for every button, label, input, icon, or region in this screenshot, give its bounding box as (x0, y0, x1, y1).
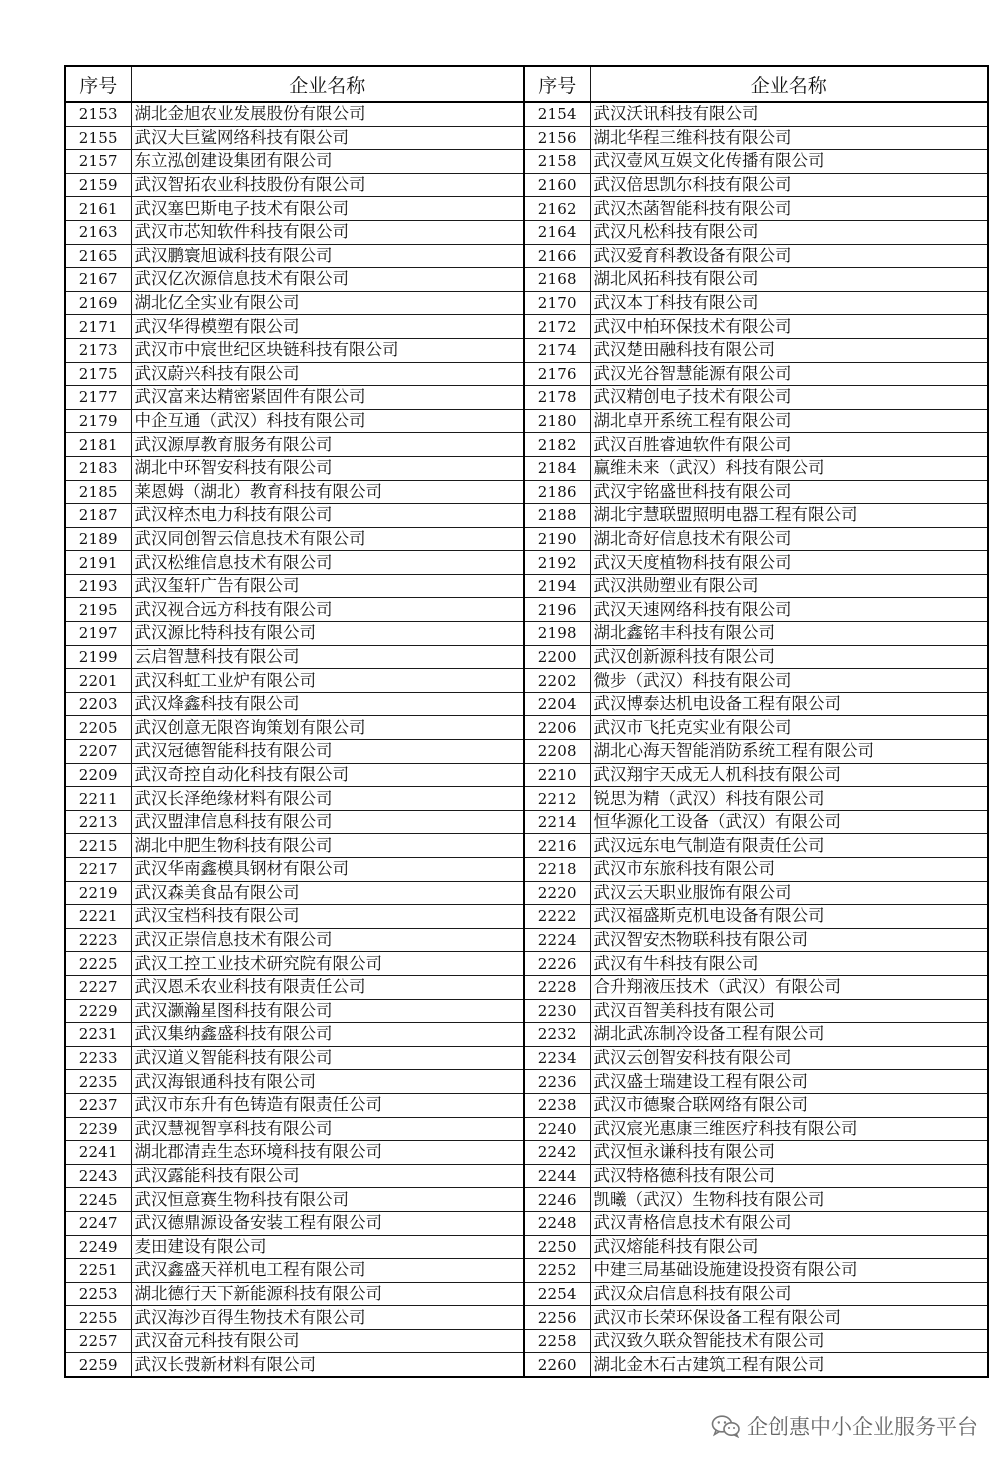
seq-number-right: 2198 (524, 622, 590, 646)
table-row (65, 740, 988, 764)
company-name-left: 武汉宝档科技有限公司 (131, 905, 524, 929)
company-name-right: 武汉青格信息技术有限公司 (590, 1211, 988, 1235)
seq-number-left: 2195 (65, 598, 131, 622)
seq-number-right: 2212 (524, 787, 590, 811)
company-name-left: 武汉蔚兴科技有限公司 (131, 362, 524, 386)
table-row (65, 645, 988, 669)
company-name-right: 武汉恒永谦科技有限公司 (590, 1141, 988, 1165)
wechat-icon (711, 1414, 741, 1438)
table-row (65, 315, 988, 339)
seq-number-left: 2231 (65, 1023, 131, 1047)
company-name-left: 武汉塞巴斯电子技术有限公司 (131, 197, 524, 221)
seq-number-left: 2253 (65, 1282, 131, 1306)
company-name-right: 武汉百胜睿迪软件有限公司 (590, 433, 988, 457)
company-name-right: 湖北心海天智能消防系统工程有限公司 (590, 740, 988, 764)
seq-number-left: 2187 (65, 504, 131, 528)
table-row (65, 1117, 988, 1141)
company-name-left: 东立泓创建设集团有限公司 (131, 150, 524, 174)
seq-number-right: 2238 (524, 1093, 590, 1117)
company-name-left: 武汉正崇信息技术有限公司 (131, 928, 524, 952)
table-row (65, 999, 988, 1023)
seq-number-left: 2207 (65, 740, 131, 764)
table-row (65, 1211, 988, 1235)
company-name-left: 武汉市中宸世纪区块链科技有限公司 (131, 338, 524, 362)
seq-number-left: 2167 (65, 268, 131, 292)
header-company-name-right: 企业名称 (590, 66, 988, 102)
seq-number-right: 2156 (524, 126, 590, 150)
company-name-left: 武汉玺轩广告有限公司 (131, 574, 524, 598)
table-row (65, 1164, 988, 1188)
company-name-left: 武汉长泽绝缘材料有限公司 (131, 787, 524, 811)
company-name-right: 武汉爱育科教设备有限公司 (590, 244, 988, 268)
table-row (65, 952, 988, 976)
table-row (65, 574, 988, 598)
company-name-left: 武汉奋元科技有限公司 (131, 1329, 524, 1353)
table-row (65, 692, 988, 716)
table-row (65, 102, 988, 126)
seq-number-left: 2227 (65, 975, 131, 999)
table-row (65, 1093, 988, 1117)
seq-number-left: 2249 (65, 1235, 131, 1259)
seq-number-left: 2163 (65, 220, 131, 244)
company-name-right: 凯曦（武汉）生物科技有限公司 (590, 1188, 988, 1212)
table-row (65, 338, 988, 362)
table-row (65, 409, 988, 433)
seq-number-left: 2173 (65, 338, 131, 362)
seq-number-right: 2208 (524, 740, 590, 764)
table-row (65, 881, 988, 905)
company-name-left: 湖北德行天下新能源科技有限公司 (131, 1282, 524, 1306)
company-name-right: 湖北鑫铭丰科技有限公司 (590, 622, 988, 646)
watermark (711, 1411, 978, 1441)
seq-number-right: 2162 (524, 197, 590, 221)
table-row (65, 504, 988, 528)
company-name-right: 武汉有牛科技有限公司 (590, 952, 988, 976)
company-name-left: 武汉源厚教育服务有限公司 (131, 433, 524, 457)
company-name-left: 莱恩姆（湖北）教育科技有限公司 (131, 480, 524, 504)
seq-number-left: 2165 (65, 244, 131, 268)
table-row (65, 268, 988, 292)
table-row (65, 1188, 988, 1212)
company-name-right: 武汉盛士瑞建设工程有限公司 (590, 1070, 988, 1094)
seq-number-right: 2158 (524, 150, 590, 174)
table-row (65, 291, 988, 315)
seq-number-left: 2257 (65, 1329, 131, 1353)
seq-number-left: 2157 (65, 150, 131, 174)
company-name-right: 湖北宇慧联盟照明电器工程有限公司 (590, 504, 988, 528)
seq-number-left: 2153 (65, 102, 131, 126)
table-row (65, 551, 988, 575)
company-name-left: 武汉奇控自动化科技有限公司 (131, 763, 524, 787)
seq-number-left: 2211 (65, 787, 131, 811)
company-name-left: 武汉富来达精密紧固件有限公司 (131, 386, 524, 410)
seq-number-right: 2188 (524, 504, 590, 528)
company-name-left: 武汉海银通科技有限公司 (131, 1070, 524, 1094)
seq-number-right: 2174 (524, 338, 590, 362)
seq-number-left: 2171 (65, 315, 131, 339)
table-row (65, 598, 988, 622)
seq-number-right: 2206 (524, 716, 590, 740)
seq-number-left: 2229 (65, 999, 131, 1023)
seq-number-right: 2168 (524, 268, 590, 292)
seq-number-right: 2224 (524, 928, 590, 952)
company-name-left: 湖北亿全实业有限公司 (131, 291, 524, 315)
seq-number-right: 2240 (524, 1117, 590, 1141)
company-name-left: 武汉德鼎源设备安装工程有限公司 (131, 1211, 524, 1235)
table-row (65, 150, 988, 174)
table-row (65, 126, 988, 150)
company-name-right: 中建三局基础设施建设投资有限公司 (590, 1259, 988, 1283)
seq-number-left: 2233 (65, 1046, 131, 1070)
company-name-left: 武汉海沙百得生物技术有限公司 (131, 1306, 524, 1330)
table-row (65, 622, 988, 646)
table-row (65, 787, 988, 811)
table-row (65, 716, 988, 740)
company-name-left: 云启智慧科技有限公司 (131, 645, 524, 669)
seq-number-left: 2217 (65, 858, 131, 882)
company-name-right: 湖北武冻制冷设备工程有限公司 (590, 1023, 988, 1047)
seq-number-right: 2236 (524, 1070, 590, 1094)
seq-number-left: 2179 (65, 409, 131, 433)
company-name-left: 武汉大巨鲨网络科技有限公司 (131, 126, 524, 150)
seq-number-right: 2246 (524, 1188, 590, 1212)
seq-number-left: 2185 (65, 480, 131, 504)
table-row (65, 1353, 988, 1377)
table-row (65, 858, 988, 882)
company-name-right: 武汉百智美科技有限公司 (590, 999, 988, 1023)
seq-number-right: 2242 (524, 1141, 590, 1165)
seq-number-left: 2237 (65, 1093, 131, 1117)
seq-number-left: 2197 (65, 622, 131, 646)
seq-number-left: 2219 (65, 881, 131, 905)
company-name-left: 武汉道义智能科技有限公司 (131, 1046, 524, 1070)
seq-number-right: 2210 (524, 763, 590, 787)
seq-number-right: 2234 (524, 1046, 590, 1070)
company-name-left: 湖北金旭农业发展股份有限公司 (131, 102, 524, 126)
seq-number-left: 2215 (65, 834, 131, 858)
seq-number-left: 2199 (65, 645, 131, 669)
company-name-right: 湖北卓开系统工程有限公司 (590, 409, 988, 433)
seq-number-right: 2222 (524, 905, 590, 929)
company-name-right: 赢维未来（武汉）科技有限公司 (590, 456, 988, 480)
table-row (65, 975, 988, 999)
seq-number-left: 2251 (65, 1259, 131, 1283)
seq-number-right: 2170 (524, 291, 590, 315)
company-name-right: 武汉市德聚合联网络有限公司 (590, 1093, 988, 1117)
seq-number-right: 2172 (524, 315, 590, 339)
company-name-right: 武汉精创电子技术有限公司 (590, 386, 988, 410)
table-row (65, 1235, 988, 1259)
company-name-right: 武汉翔宇天成无人机科技有限公司 (590, 763, 988, 787)
seq-number-right: 2200 (524, 645, 590, 669)
company-name-right: 合升翔液压技术（武汉）有限公司 (590, 975, 988, 999)
company-name-left: 武汉烽鑫科技有限公司 (131, 692, 524, 716)
seq-number-left: 2191 (65, 551, 131, 575)
company-name-left: 武汉露能科技有限公司 (131, 1164, 524, 1188)
seq-number-right: 2256 (524, 1306, 590, 1330)
company-name-left: 武汉冠德智能科技有限公司 (131, 740, 524, 764)
company-name-right: 武汉天度植物科技有限公司 (590, 551, 988, 575)
seq-number-right: 2226 (524, 952, 590, 976)
seq-number-left: 2241 (65, 1141, 131, 1165)
company-name-left: 湖北中环智安科技有限公司 (131, 456, 524, 480)
company-name-right: 微步（武汉）科技有限公司 (590, 669, 988, 693)
company-name-left: 武汉鑫盛天祥机电工程有限公司 (131, 1259, 524, 1283)
seq-number-left: 2225 (65, 952, 131, 976)
table-row (65, 669, 988, 693)
company-name-left: 武汉盟津信息科技有限公司 (131, 810, 524, 834)
table-row (65, 1282, 988, 1306)
seq-number-right: 2258 (524, 1329, 590, 1353)
company-name-right: 武汉博泰达机电设备工程有限公司 (590, 692, 988, 716)
company-name-right: 武汉中柏环保技术有限公司 (590, 315, 988, 339)
table-row (65, 1070, 988, 1094)
company-name-right: 武汉远东电气制造有限责任公司 (590, 834, 988, 858)
seq-number-right: 2178 (524, 386, 590, 410)
seq-number-right: 2166 (524, 244, 590, 268)
company-name-left: 武汉恩禾农业科技有限责任公司 (131, 975, 524, 999)
header-seq-left: 序号 (65, 66, 131, 102)
company-name-left: 武汉科虹工业炉有限公司 (131, 669, 524, 693)
table-row (65, 1046, 988, 1070)
seq-number-right: 2184 (524, 456, 590, 480)
seq-number-left: 2243 (65, 1164, 131, 1188)
seq-number-right: 2218 (524, 858, 590, 882)
seq-number-right: 2194 (524, 574, 590, 598)
company-name-right: 湖北金木石古建筑工程有限公司 (590, 1353, 988, 1377)
table-row (65, 480, 988, 504)
company-name-left: 武汉鹏寰旭诚科技有限公司 (131, 244, 524, 268)
company-name-right: 武汉创新源科技有限公司 (590, 645, 988, 669)
table-row (65, 362, 988, 386)
company-name-left: 武汉市芯知软件科技有限公司 (131, 220, 524, 244)
seq-number-right: 2220 (524, 881, 590, 905)
company-name-right: 武汉熔能科技有限公司 (590, 1235, 988, 1259)
company-name-right: 武汉光谷智慧能源有限公司 (590, 362, 988, 386)
table-row (65, 1023, 988, 1047)
company-name-right: 武汉杰菡智能科技有限公司 (590, 197, 988, 221)
seq-number-right: 2204 (524, 692, 590, 716)
table-row (65, 173, 988, 197)
seq-number-right: 2154 (524, 102, 590, 126)
company-name-left: 武汉松维信息技术有限公司 (131, 551, 524, 575)
company-name-right: 武汉本丁科技有限公司 (590, 291, 988, 315)
company-name-right: 武汉沃讯科技有限公司 (590, 102, 988, 126)
seq-number-right: 2186 (524, 480, 590, 504)
company-name-right: 武汉壹风互娱文化传播有限公司 (590, 150, 988, 174)
seq-number-right: 2232 (524, 1023, 590, 1047)
seq-number-left: 2203 (65, 692, 131, 716)
seq-number-left: 2175 (65, 362, 131, 386)
company-name-right: 湖北奇好信息技术有限公司 (590, 527, 988, 551)
table-row (65, 1306, 988, 1330)
company-name-left: 武汉集纳鑫盛科技有限公司 (131, 1023, 524, 1047)
watermark-text: 企创惠中小企业服务平台 (747, 1415, 978, 1439)
table-row (65, 1259, 988, 1283)
company-name-right: 湖北华程三维科技有限公司 (590, 126, 988, 150)
seq-number-left: 2161 (65, 197, 131, 221)
company-name-right: 武汉市飞托克实业有限公司 (590, 716, 988, 740)
table-row (65, 244, 988, 268)
seq-number-left: 2239 (65, 1117, 131, 1141)
company-name-right: 武汉云创智安科技有限公司 (590, 1046, 988, 1070)
seq-number-right: 2202 (524, 669, 590, 693)
seq-number-left: 2245 (65, 1188, 131, 1212)
seq-number-left: 2181 (65, 433, 131, 457)
company-name-left: 武汉灏瀚星图科技有限公司 (131, 999, 524, 1023)
company-name-right: 武汉倍思凯尔科技有限公司 (590, 173, 988, 197)
company-name-right: 武汉凡松科技有限公司 (590, 220, 988, 244)
seq-number-right: 2254 (524, 1282, 590, 1306)
seq-number-left: 2201 (65, 669, 131, 693)
table-row (65, 220, 988, 244)
company-name-left: 武汉恒意赛生物科技有限公司 (131, 1188, 524, 1212)
company-name-right: 武汉智安杰物联科技有限公司 (590, 928, 988, 952)
table-row (65, 763, 988, 787)
seq-number-left: 2223 (65, 928, 131, 952)
company-name-right: 锐思为精（武汉）科技有限公司 (590, 787, 988, 811)
seq-number-right: 2248 (524, 1211, 590, 1235)
company-name-left: 武汉华南鑫模具钢材有限公司 (131, 858, 524, 882)
seq-number-right: 2164 (524, 220, 590, 244)
seq-number-left: 2235 (65, 1070, 131, 1094)
seq-number-right: 2260 (524, 1353, 590, 1377)
header-company-name-left: 企业名称 (131, 66, 524, 102)
company-name-left: 麦田建设有限公司 (131, 1235, 524, 1259)
table-header-row (65, 66, 988, 102)
seq-number-right: 2230 (524, 999, 590, 1023)
company-name-left: 武汉慧视智享科技有限公司 (131, 1117, 524, 1141)
seq-number-right: 2228 (524, 975, 590, 999)
seq-number-left: 2155 (65, 126, 131, 150)
company-name-left: 武汉源比特科技有限公司 (131, 622, 524, 646)
seq-number-left: 2221 (65, 905, 131, 929)
table-row (65, 810, 988, 834)
company-name-right: 武汉宇铭盛世科技有限公司 (590, 480, 988, 504)
seq-number-left: 2247 (65, 1211, 131, 1235)
company-name-right: 武汉市长荣环保设备工程有限公司 (590, 1306, 988, 1330)
seq-number-right: 2176 (524, 362, 590, 386)
company-list-table (64, 65, 989, 1378)
seq-number-right: 2250 (524, 1235, 590, 1259)
company-name-left: 武汉市东升有色铸造有限责任公司 (131, 1093, 524, 1117)
seq-number-right: 2216 (524, 834, 590, 858)
seq-number-right: 2190 (524, 527, 590, 551)
company-name-right: 武汉福盛斯克机电设备有限公司 (590, 905, 988, 929)
table-row (65, 386, 988, 410)
table-row (65, 1141, 988, 1165)
seq-number-left: 2213 (65, 810, 131, 834)
company-name-right: 恒华源化工设备（武汉）有限公司 (590, 810, 988, 834)
table-row (65, 456, 988, 480)
seq-number-right: 2244 (524, 1164, 590, 1188)
table-row (65, 928, 988, 952)
seq-number-right: 2192 (524, 551, 590, 575)
company-name-left: 湖北中肥生物科技有限公司 (131, 834, 524, 858)
company-name-left: 武汉同创智云信息技术有限公司 (131, 527, 524, 551)
company-name-right: 武汉众启信息科技有限公司 (590, 1282, 988, 1306)
company-name-left: 武汉智拓农业科技股份有限公司 (131, 173, 524, 197)
company-name-right: 湖北风拓科技有限公司 (590, 268, 988, 292)
company-name-left: 武汉工控工业技术研究院有限公司 (131, 952, 524, 976)
company-name-left: 武汉森美食品有限公司 (131, 881, 524, 905)
seq-number-left: 2255 (65, 1306, 131, 1330)
seq-number-left: 2169 (65, 291, 131, 315)
header-seq-right: 序号 (524, 66, 590, 102)
company-name-left: 中企互通（武汉）科技有限公司 (131, 409, 524, 433)
company-name-right: 武汉致久联众智能技术有限公司 (590, 1329, 988, 1353)
seq-number-right: 2196 (524, 598, 590, 622)
seq-number-right: 2252 (524, 1259, 590, 1283)
seq-number-left: 2177 (65, 386, 131, 410)
table-row (65, 527, 988, 551)
seq-number-left: 2259 (65, 1353, 131, 1377)
company-name-left: 武汉视合远方科技有限公司 (131, 598, 524, 622)
table-row (65, 1329, 988, 1353)
company-name-right: 武汉特格德科技有限公司 (590, 1164, 988, 1188)
table-row (65, 433, 988, 457)
company-name-left: 武汉梓杰电力科技有限公司 (131, 504, 524, 528)
company-name-left: 武汉华得模塑有限公司 (131, 315, 524, 339)
seq-number-left: 2205 (65, 716, 131, 740)
seq-number-left: 2209 (65, 763, 131, 787)
company-name-left: 湖北郡清垚生态环境科技有限公司 (131, 1141, 524, 1165)
seq-number-left: 2189 (65, 527, 131, 551)
seq-number-left: 2193 (65, 574, 131, 598)
company-name-right: 武汉天速网络科技有限公司 (590, 598, 988, 622)
seq-number-right: 2180 (524, 409, 590, 433)
company-name-right: 武汉云天职业服饰有限公司 (590, 881, 988, 905)
seq-number-left: 2159 (65, 173, 131, 197)
company-name-right: 武汉楚田融科技有限公司 (590, 338, 988, 362)
company-name-left: 武汉长弢新材料有限公司 (131, 1353, 524, 1377)
company-name-right: 武汉市东旅科技有限公司 (590, 858, 988, 882)
table-row (65, 834, 988, 858)
seq-number-right: 2182 (524, 433, 590, 457)
seq-number-left: 2183 (65, 456, 131, 480)
company-name-right: 武汉洪勋塑业有限公司 (590, 574, 988, 598)
company-name-left: 武汉亿次源信息技术有限公司 (131, 268, 524, 292)
seq-number-right: 2160 (524, 173, 590, 197)
table-body (65, 102, 988, 1377)
seq-number-right: 2214 (524, 810, 590, 834)
table-row (65, 905, 988, 929)
company-name-right: 武汉宸光惠康三维医疗科技有限公司 (590, 1117, 988, 1141)
table-row (65, 197, 988, 221)
company-name-left: 武汉创意无限咨询策划有限公司 (131, 716, 524, 740)
